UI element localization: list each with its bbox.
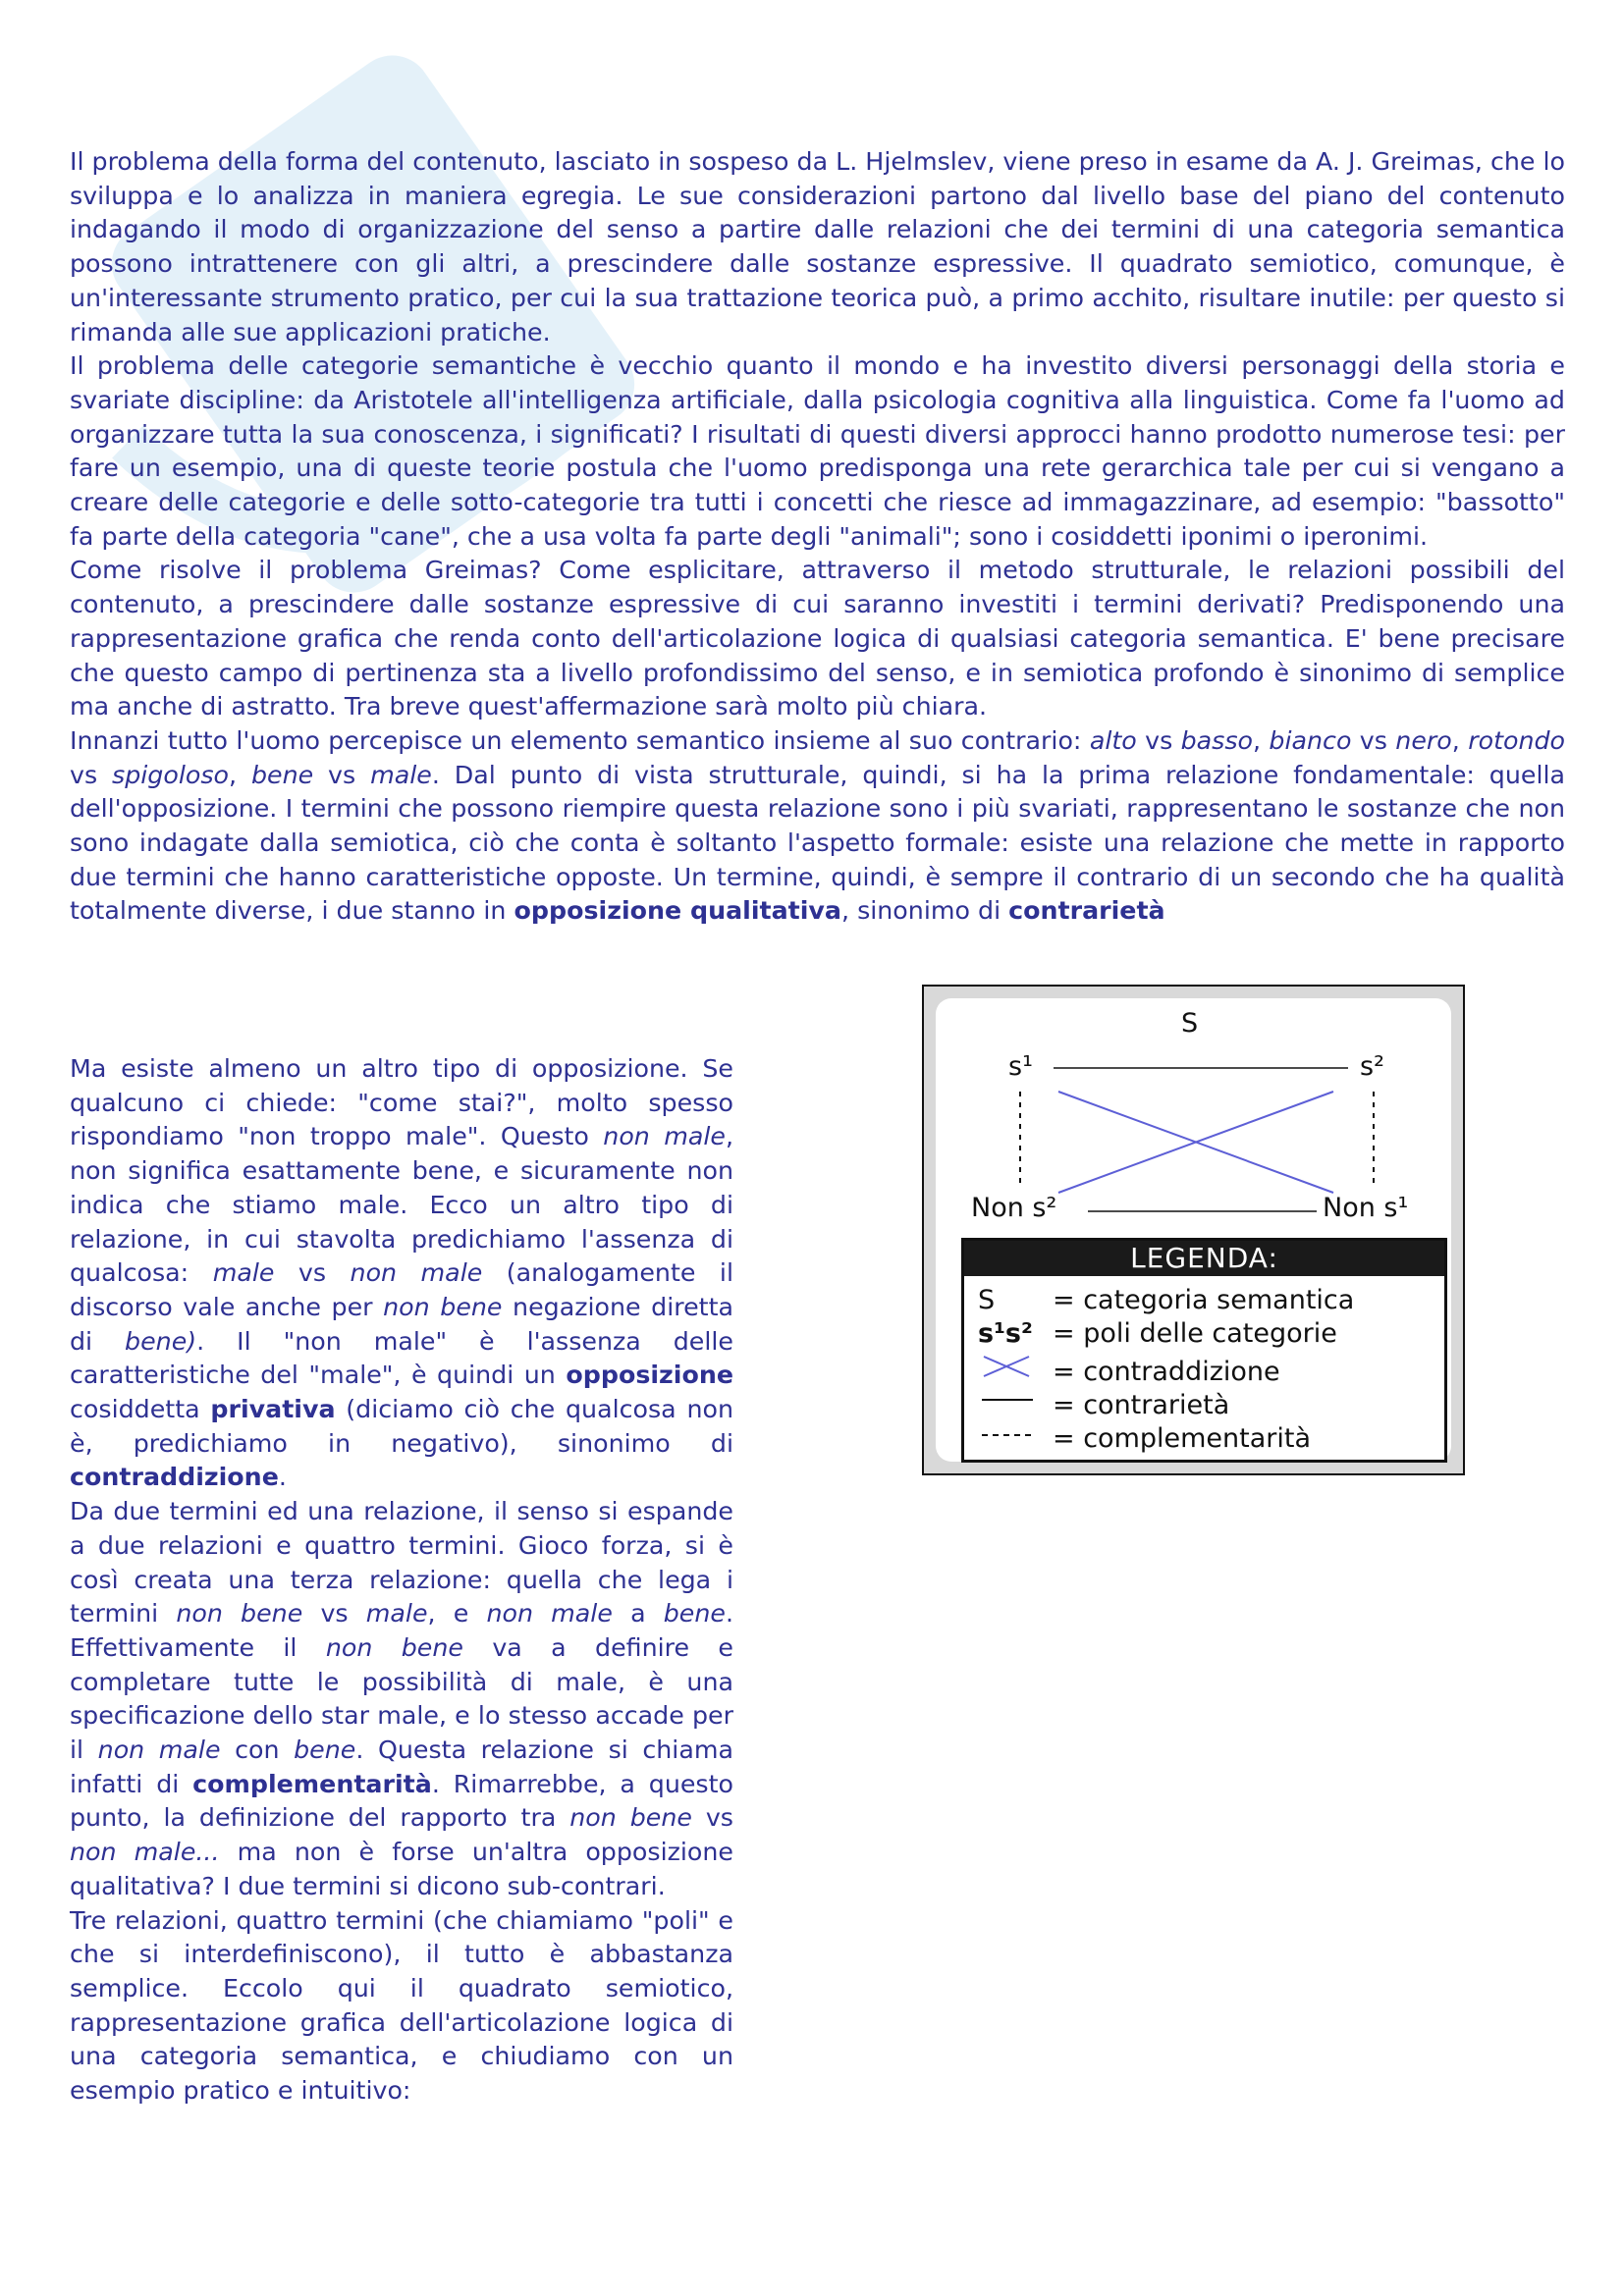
legend-title: LEGENDA: bbox=[964, 1241, 1444, 1276]
main-text-column bbox=[70, 145, 1565, 929]
semiotic-square-diagram bbox=[922, 985, 1465, 1475]
left-text-column bbox=[70, 1052, 733, 2109]
term-privativa: privativa bbox=[210, 1395, 336, 1424]
paragraph-1: Il problema della forma del contenuto, lasciato in sospeso da L. Hjelmslev, viene preso in esame da A. J. Greimas, che lo sviluppa e lo analizza in maniera egregia. Le sue considerazioni partono dal livello base del piano del contenuto indagando il modo di organizzazione del senso a partire dalle relazioni che dei termini di una categoria semantica possono intrattenere con gli altri, a prescindere dalle sostanze espressive. Il quadrato semiotico, comunque, è un'interessante strumento pratico, per cui la sua trattazione teorica può, a primo acchito, risultare inutile: per questo si rimanda alle sue applicazioni pratiche. bbox=[70, 147, 1565, 347]
paragraph-2: Il problema delle categorie semantiche è vecchio quanto il mondo e ha investito diversi personaggi della storia e svariate discipline: da Aristotele all'intelligenza artificiale, dalla psicologia cognitiva alla linguistica. Come fa l'uomo ad organizzare tutta la sua conoscenza, i significati? I risultati di questi diversi approcci hanno prodotto numerose tesi: per fare un esempio, una di queste teorie postula che l'uomo predisponga una rete gerarchica tale per cui si vengano a creare delle categorie e delle sotto-categorie tra tutti i concetti che riesce ad immagazzinare, ad esempio: "bassotto" fa parte della categoria "cane", che a usa volta fa parte degli "animali"; sono i cosiddetti iponimi o iperonimi. bbox=[70, 351, 1565, 551]
solid-line-icon bbox=[978, 1384, 1037, 1414]
cross-icon bbox=[978, 1351, 1037, 1380]
pole-s2: s² bbox=[1360, 1051, 1384, 1082]
legend-row-contradiction: = contraddizione bbox=[978, 1351, 1280, 1384]
pole-s1: s¹ bbox=[1008, 1051, 1033, 1082]
legend-row-poles: s¹s² = poli delle categorie bbox=[978, 1318, 1337, 1349]
pole-non-s1: Non s¹ bbox=[1323, 1193, 1409, 1223]
term-complementarita: complementarità bbox=[192, 1769, 432, 1798]
paragraph-3: Come risolve il problema Greimas? Come esplicitare, attraverso il metodo strutturale, le relazioni possibili del contenuto, a prescindere dalle sostanze espressive di cui saranno investiti i termini derivati? Predisponendo una rappresentazione grafica che renda conto dell'articolazione logica di qualsiasi categoria semantica. E' bene precisare che questo campo di pertinenza sta a livello profondissimo del senso, e in semiotica profondo è sinonimo di semplice ma anche di astratto. Tra breve quest'affermazione sarà molto più chiara. bbox=[70, 556, 1565, 721]
paragraph-5: Ma esiste almeno un altro tipo di opposizione. Se qualcuno ci chiede: "come stai?", molto spesso rispondiamo "non troppo male". Questo non male, non significa esattamente bene, e sicuramente non indica che stiamo male. Ecco un altro tipo di relazione, in cui stavolta predichiamo l'assenza di qualcosa: male vs non male (analogamente il discorso vale anche per non bene negazione diretta di bene). Il "non male" è l'assenza delle caratteristiche del "male", è quindi un opposizione cosiddetta privativa (diciamo ciò che qualcosa non è, predichiamo in negativo), sinonimo di contraddizione. bbox=[70, 1054, 734, 1492]
category-label: S bbox=[1181, 1008, 1199, 1039]
dashed-line-icon bbox=[978, 1417, 1037, 1447]
legend-row-contrariety: = contrarietà bbox=[978, 1384, 1229, 1417]
term-contraddizione: contraddizione bbox=[70, 1463, 279, 1492]
term-opposizione-qualitativa: opposizione qualitativa bbox=[514, 896, 841, 926]
diagram-panel bbox=[936, 998, 1451, 1462]
legend-row-category: S = categoria semantica bbox=[978, 1285, 1355, 1315]
term-contrarieta: contrarietà bbox=[1008, 896, 1165, 926]
paragraph-6: Da due termini ed una relazione, il senso si espande a due relazioni e quattro termini. Gioco forza, si è così creata una terza relazione: quella che lega i termini non bene vs male, e non male a bene. Effettivamente il non bene va a definire e completare tutte le possibilità di male, è una specificazione dello star male, e lo stesso accade per il non male con bene. Questa relazione si chiama infatti di complementarità. Rimarrebbe, a questo punto, la definizione del rapporto tra non bene vs non male... ma non è forse un'altra opposizione qualitativa? I due termini si dicono sub-contrari. bbox=[70, 1497, 734, 1900]
term-opposizione: opposizione bbox=[566, 1361, 733, 1390]
paragraph-7: Tre relazioni, quattro termini (che chiamiamo "poli" e che si interdefiniscono), il tutto è abbastanza semplice. Eccolo qui il quadrato semiotico, rappresentazione grafica dell'articolazione logica di una categoria semantica, e chiudiamo con un esempio pratico e intuitivo: bbox=[70, 1905, 733, 2106]
legend-row-complementarity: = complementarità bbox=[978, 1417, 1311, 1451]
paragraph-4: Innanzi tutto l'uomo percepisce un elemento semantico insieme al suo contrario: alto vs basso, bianco vs nero, rotondo vs spigoloso, bene vs male. Dal punto di vista strutturale, quindi, si ha la prima relazione fondamentale: quella dell'opposizione. I termini che possono riempire questa relazione sono i più svariati, rappresentano le sostanze che non sono indagate dalla semiotica, ciò che conta è soltanto l'aspetto formale: esiste una relazione che mette in rapporto due termini che hanno caratteristiche opposte. Un termine, quindi, è sempre il contrario di un secondo che ha qualità totalmente diverse, i due stanno in opposizione qualitativa, sinonimo di contrarietà bbox=[70, 725, 1566, 926]
pole-non-s2: Non s² bbox=[971, 1193, 1057, 1223]
legend bbox=[961, 1238, 1447, 1463]
